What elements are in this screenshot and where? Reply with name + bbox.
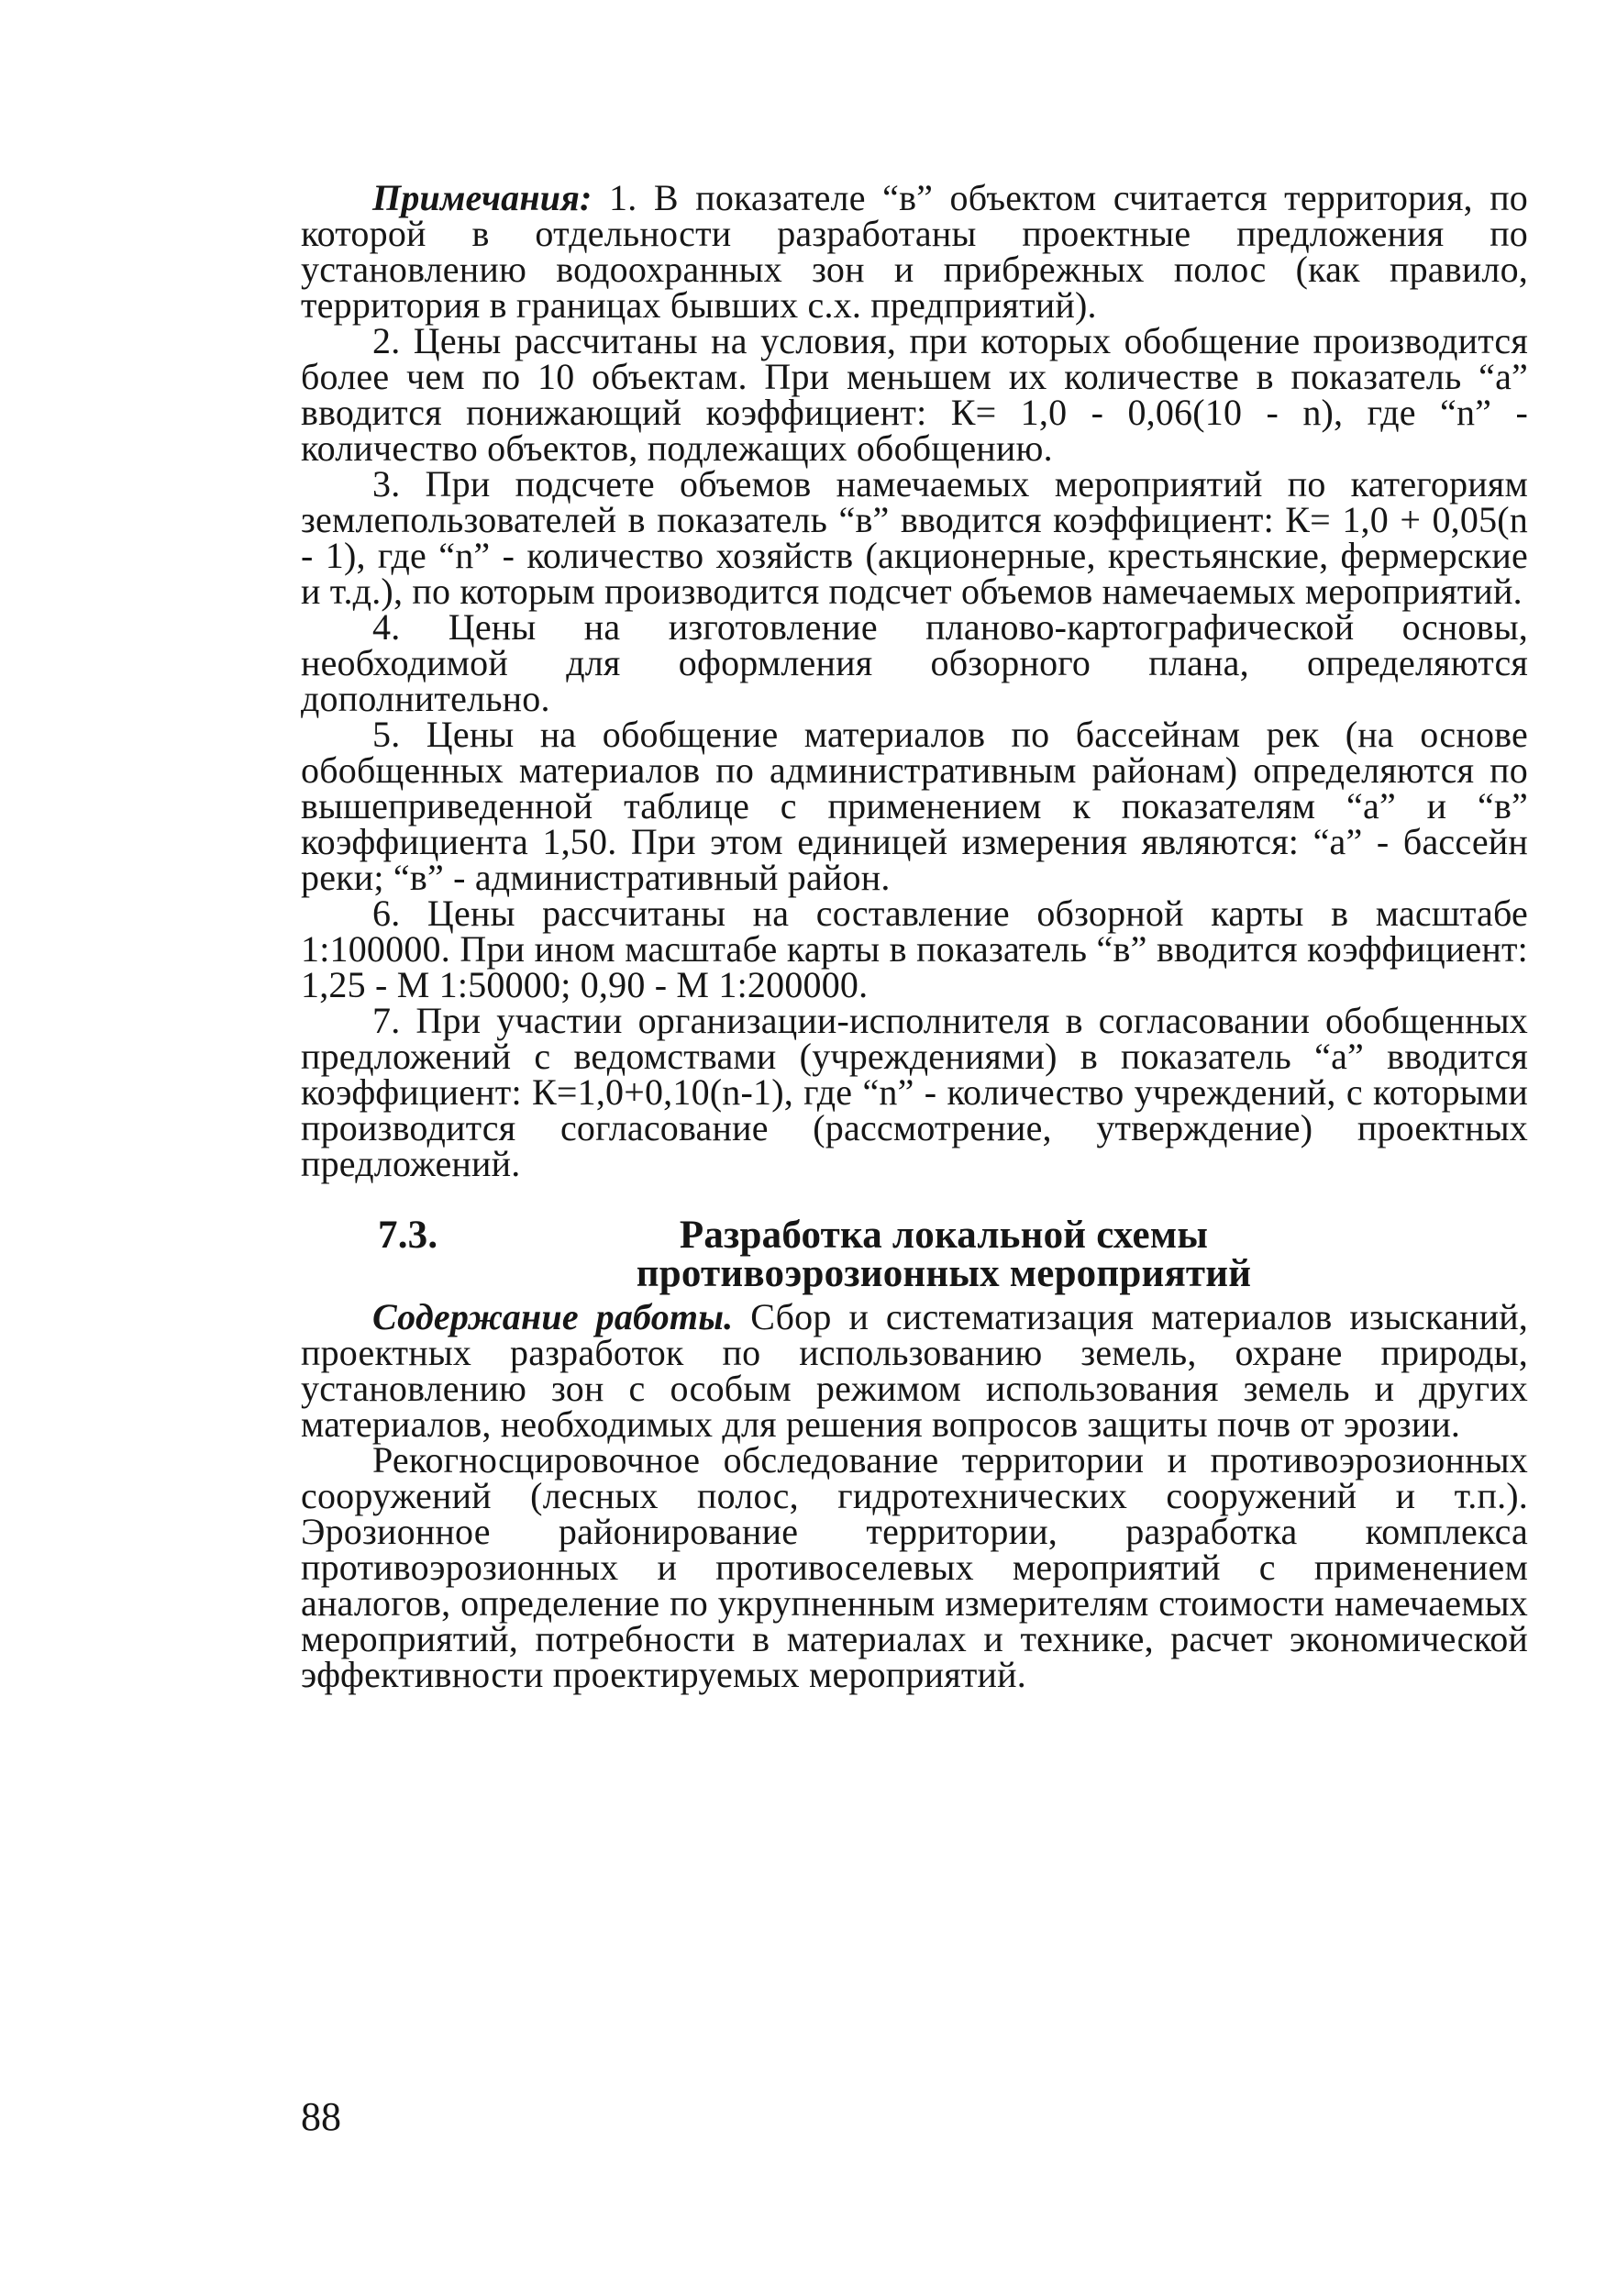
work-content-label: Содержание работы. — [372, 1296, 734, 1337]
survey-paragraph: Рекогносцировочное обследование территории и противоэрозионных сооружений (лесных полос, гидротехнических сооружений и т.п.). Эрозионное районирование территории, разработка комплекса противоэрозионных и противоселевых мероприятий с применением аналогов, определение по укрупненным измерителям стоимости намечаемых мероприятий, потребности в материалах и технике, расчет экономической эффективности проектируемых мероприятий. — [301, 1439, 1528, 1695]
note-paragraph-3: 3. При подсчете объемов намечаемых мероприятий по категориям землепользователей в показатель “в” вводится коэффициент: К= 1,0 + 0,05(n - 1), где “n” - количество хозяйств (акционерные, крестьянские, фермерские и т.д.), по которым производится подсчет объемов намечаемых мероприятий. — [301, 463, 1528, 612]
section-title — [460, 1216, 1528, 1293]
section-number: 7.3. — [378, 1214, 438, 1257]
note-text-1: 1. В показателе “в” объектом считается территория, по которой в отдельности разработаны проектные предложения по установлению водоохранных зон и прибрежных полос (как правило, территория в границах бывших с.х. предприятий). — [301, 177, 1528, 326]
section-heading — [301, 1216, 1528, 1293]
text-column — [301, 177, 1528, 1695]
notes-label: Примечания: — [372, 177, 593, 218]
note-paragraph-1 — [301, 177, 1528, 326]
work-content-paragraph — [301, 1296, 1528, 1445]
section-title-line-2: противоэрозионных мероприятий — [636, 1252, 1252, 1295]
page-number: 88 — [301, 2094, 341, 2139]
note-paragraph-7: 7. При участии организации-исполнителя в согласовании обобщенных предложений с ведомствами (учреждениями) в показатель “а” вводится коэффициент: К=1,0+0,10(n-1), где “n” - количество учреждений, с которыми производится согласование (рассмотрение, утверждение) проектных предложений. — [301, 1000, 1528, 1184]
note-paragraph-2: 2. Цены рассчитаны на условия, при которых обобщение производится более чем по 10 объектам. При меньшем их количестве в показатель “а” вводится понижающий коэффициент: К= 1,0 - 0,06(10 - n), где “n” - количество объектов, подлежащих обобщению. — [301, 320, 1528, 469]
note-paragraph-4: 4. Цены на изготовление планово-картографической основы, необходимой для оформления обзорного плана, определяются дополнительно. — [301, 606, 1528, 719]
work-content-text: Сбор и систематизация материалов изысканий, проектных разработок по использованию земель, охране природы, установлению зон с особым режимом использования земель и других материалов, необходимых для решения вопросов защиты почв от эрозии. — [301, 1296, 1528, 1445]
note-paragraph-6: 6. Цены рассчитаны на составление обзорной карты в масштабе 1:100000. При ином масштабе карты в показатель “в” вводится коэффициент: 1,25 - М 1:50000; 0,90 - М 1:200000. — [301, 893, 1528, 1005]
section-title-line-1: Разработка локальной схемы — [679, 1214, 1209, 1257]
note-paragraph-5: 5. Цены на обобщение материалов по бассейнам рек (на основе обобщенных материалов по административным районам) определяются по вышеприведенной таблице с применением к показателям “а” и “в” коэффициента 1,50. При этом единицей измерения являются: “а” - бассейн реки; “в” - административный район. — [301, 714, 1528, 898]
